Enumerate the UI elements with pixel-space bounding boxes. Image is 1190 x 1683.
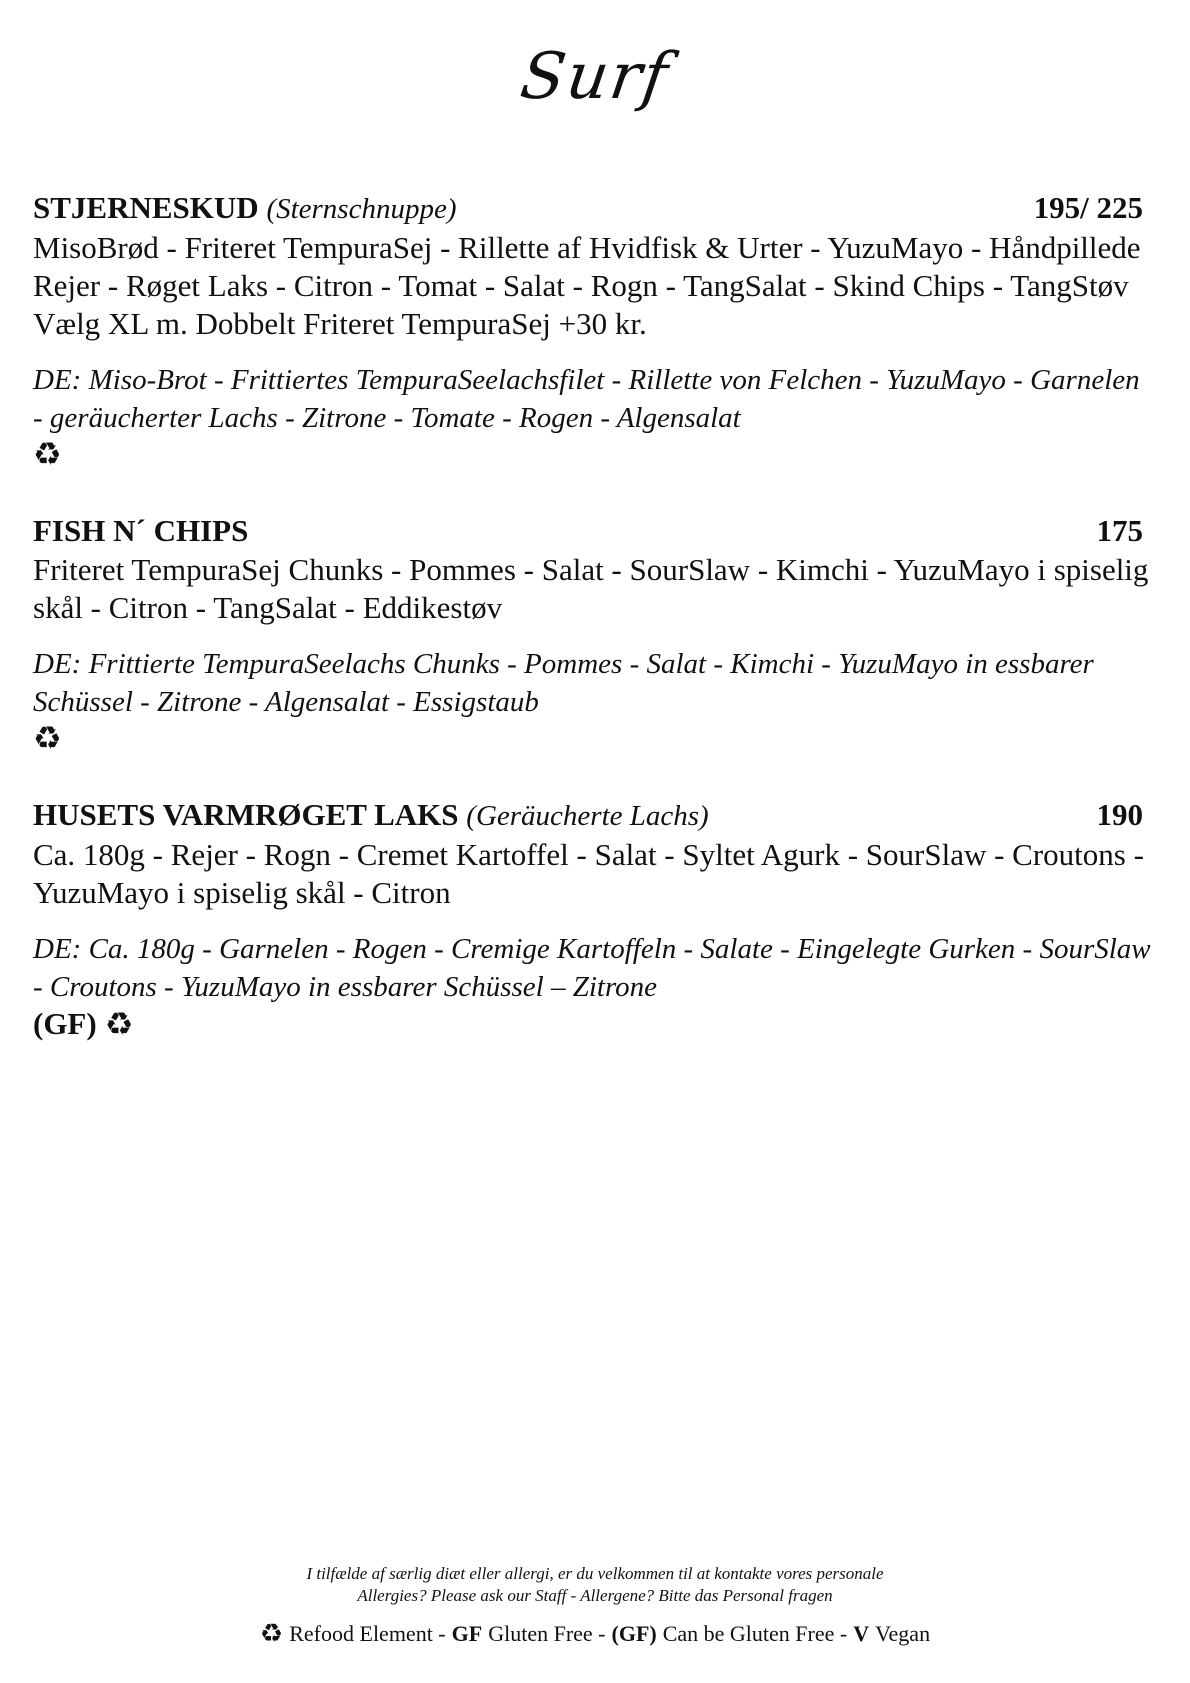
menu-item [33,511,1151,755]
menu-item-header [33,511,1151,551]
menu-item-german: DE: Miso-Brot - Frittiertes TempuraSeelachsfilet - Rillette von Felchen - YuzuMayo - Garnelen - geräucherter Lachs - Zitrone - Tomate - Rogen - Algensalat [33,364,1140,434]
legend-cgf-code: (GF) [611,1621,657,1646]
menu-item-title [33,795,709,836]
legend-gf-code: GF [451,1621,483,1646]
menu-item [33,795,1151,1042]
menu-item-description: Ca. 180g - Rejer - Rogn - Cremet Kartoffel - Salat - Syltet Agurk - SourSlaw - Croutons - YuzuMayo i spiselig skål - Citron [33,837,1144,910]
menu-item-title [33,188,457,229]
menu-item-description: MisoBrød - Friteret TempuraSej - Rillette af Hvidfisk & Urter - YuzuMayo - Håndpillede Rejer - Røget Laks - Citron - Tomat - Salat - Rogn - TangSalat - Skind Chips - TangStøv [33,230,1141,303]
legend [0,1617,1190,1651]
menu-item-name: STJERNESKUD [33,190,259,225]
legend-gf-label: Gluten Free - [488,1621,606,1646]
menu-item-description: Friteret TempuraSej Chunks - Pommes - Salat - SourSlaw - Kimchi - YuzuMayo i spiselig skål - Citron - TangSalat - Eddikestøv [33,552,1149,625]
can-be-gluten-free-tag: (GF) [33,1006,97,1041]
menu-item-extra: Vælg XL m. Dobbelt Friteret TempuraSej +30 kr. [33,306,647,341]
menu-item-price: 195/ 225 [1033,190,1143,225]
recycle-icon: ♻ [33,719,62,757]
menu-item-tags [33,721,1151,755]
recycle-icon: ♻ [33,435,62,473]
menu-item-tags [33,437,1151,471]
legend-v-label: Vegan [875,1621,931,1646]
recycle-icon: ♻ [259,1619,284,1649]
menu-item-header [33,795,1151,836]
menu-item-german: DE: Frittierte TempuraSeelachs Chunks - Pommes - Salat - Kimchi - YuzuMayo in essbarer Schüssel - Zitrone - Algensalat - Essigstaub [33,648,1094,718]
menu-item-title [33,511,248,551]
menu-item-tags [33,1006,1151,1042]
menu-item [33,188,1151,471]
menu-item-name: FISH N´ CHIPS [33,513,249,548]
allergy-note-line: Allergies? Please ask our Staff - Allergene? Bitte das Personal fragen [357,1586,833,1605]
menu-item-header [33,188,1151,229]
menu-item-price: 190 [1096,797,1143,832]
allergy-note [0,1563,1190,1607]
legend-v-code: V [853,1621,870,1646]
menu-item-price: 175 [1096,513,1143,548]
menu-item-name: HUSETS VARMRØGET LAKS [33,797,459,832]
legend-refood-label: Refood Element - [289,1621,446,1646]
menu-item-german: DE: Ca. 180g - Garnelen - Rogen - Cremige Kartoffeln - Salate - Eingelegte Gurken - SourSlaw - Croutons - YuzuMayo in essbarer Schüssel – Zitrone [33,933,1151,1003]
menu-item-subtitle: (Geräucherte Lachs) [466,800,709,832]
menu-list [33,188,1151,1082]
legend-cgf-label: Can be Gluten Free - [662,1621,848,1646]
page-title: Surf [516,40,674,114]
recycle-icon: ♻ [104,1005,134,1043]
menu-item-subtitle: (Sternschnuppe) [266,193,457,225]
allergy-note-line: I tilfælde af særlig diæt eller allergi, er du velkommen til at kontakte vores personale [306,1564,884,1583]
